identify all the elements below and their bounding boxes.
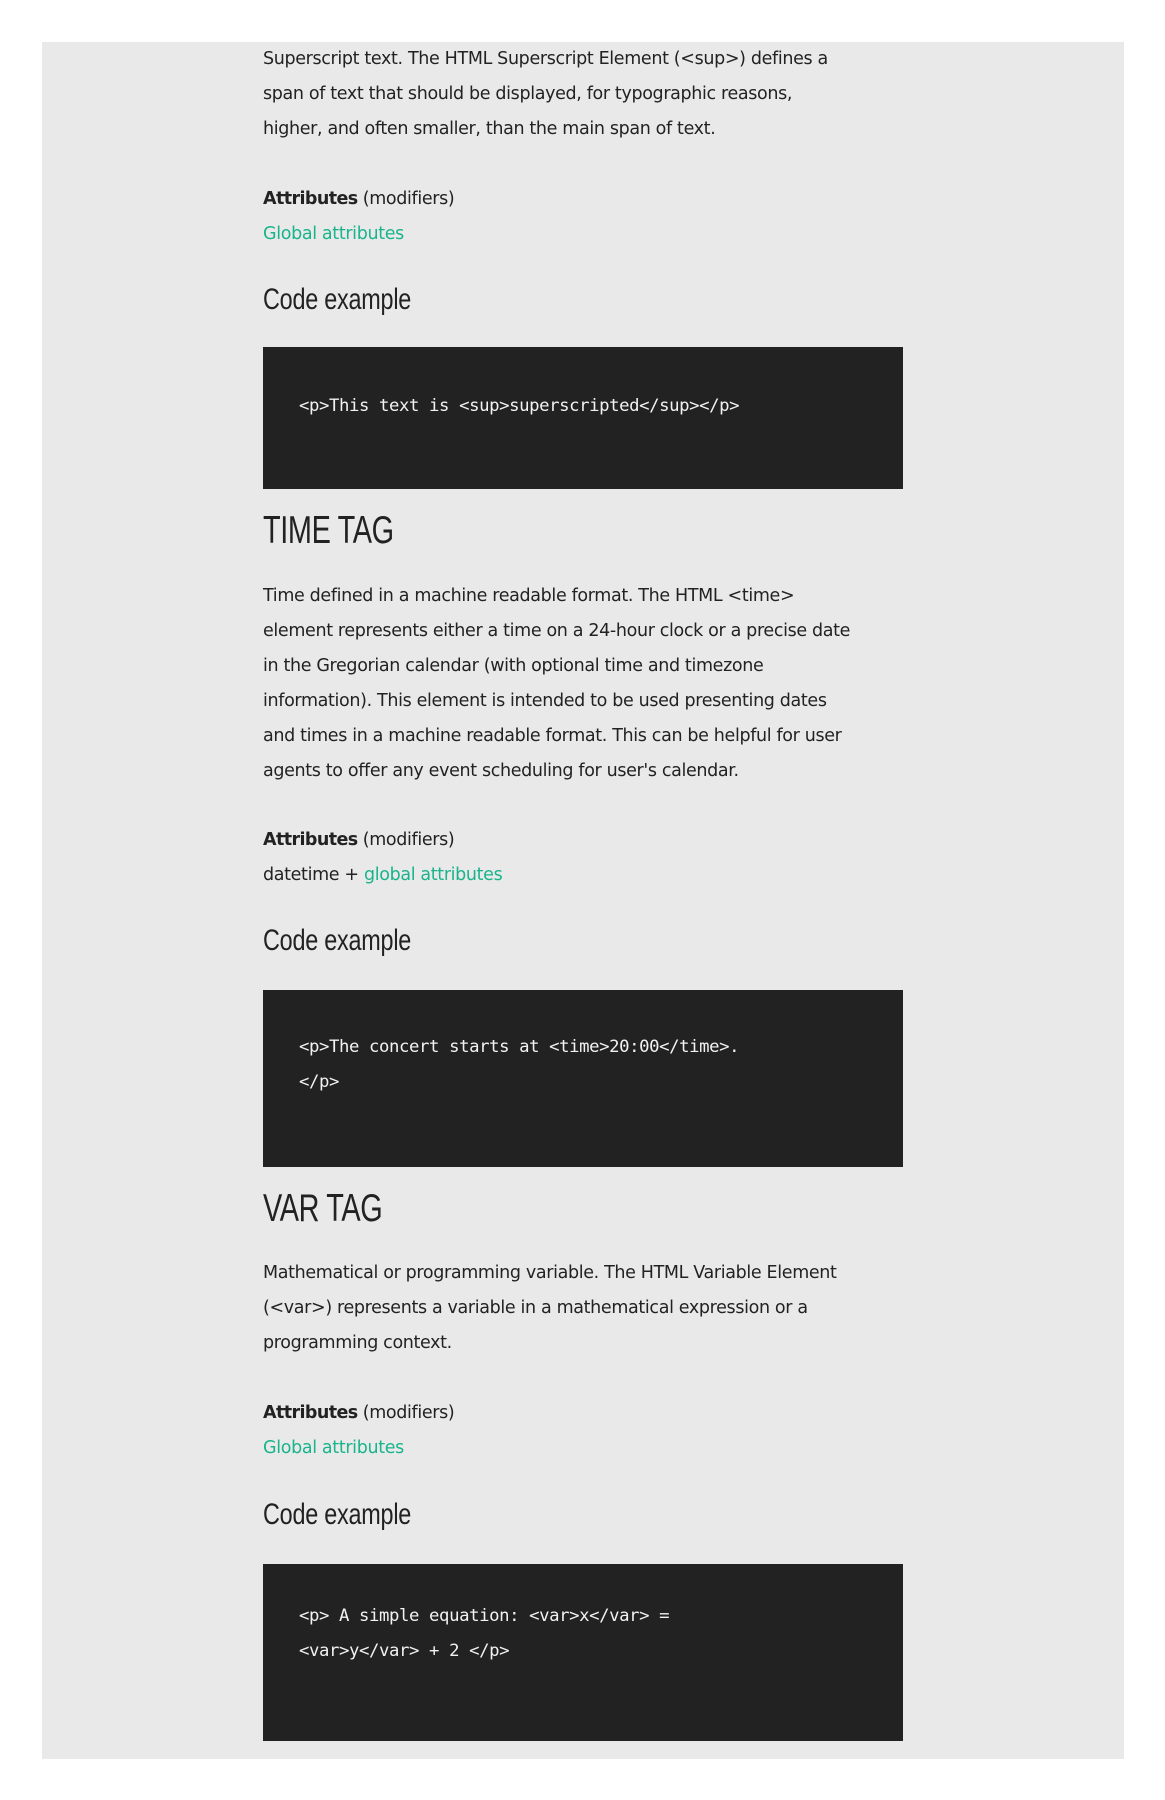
attributes-label: Attributes bbox=[263, 830, 358, 850]
sup-description-line: Superscript text. The HTML Superscript Element (<sup>) defines a bbox=[263, 49, 828, 69]
global-attributes-link[interactable]: global attributes bbox=[363, 865, 503, 885]
time-description-line: Time defined in a machine readable format. The HTML <time> bbox=[263, 586, 795, 606]
global-attributes-link[interactable]: Global attributes bbox=[263, 224, 404, 244]
time-description-line: element represents either a time on a 24-hour clock or a precise date bbox=[263, 621, 851, 641]
datetime-attribute: datetime + bbox=[263, 865, 364, 885]
code-line: <p>The concert starts at <time>20:00</time>. bbox=[299, 1037, 740, 1057]
var-title-wrap bbox=[263, 1187, 903, 1231]
var-attributes-value bbox=[263, 1431, 903, 1466]
var-description-line: programming context. bbox=[263, 1333, 452, 1353]
var-attributes-label bbox=[263, 1396, 903, 1431]
sup-attributes-label bbox=[263, 182, 903, 217]
code-line: <var>y</var> + 2 </p> bbox=[299, 1641, 510, 1661]
var-code-block bbox=[263, 1564, 903, 1741]
time-description-line: information). This element is intended to be used presenting dates bbox=[263, 691, 827, 711]
attributes-suffix: (modifiers) bbox=[357, 830, 455, 850]
attributes-label: Attributes bbox=[263, 1403, 358, 1423]
time-description-line: in the Gregorian calendar (with optional time and timezone bbox=[263, 656, 764, 676]
var-description-line: Mathematical or programming variable. The HTML Variable Element bbox=[263, 1263, 837, 1283]
code-example-heading: Code example bbox=[263, 924, 412, 957]
sup-description bbox=[263, 42, 903, 147]
time-tag-title: TIME TAG bbox=[263, 509, 394, 552]
var-description-line: (<var>) represents a variable in a mathematical expression or a bbox=[263, 1298, 808, 1318]
attributes-label: Attributes bbox=[263, 189, 358, 209]
time-code-heading-wrap bbox=[263, 923, 903, 959]
time-code-block bbox=[263, 990, 903, 1167]
sup-description-line: span of text that should be displayed, for typographic reasons, bbox=[263, 84, 793, 104]
code-example-heading: Code example bbox=[263, 1498, 412, 1531]
code-line: <p>This text is <sup>superscripted</sup></p> bbox=[299, 396, 740, 416]
sup-attributes-value bbox=[263, 217, 903, 252]
time-title-wrap bbox=[263, 509, 903, 553]
attributes-suffix: (modifiers) bbox=[357, 189, 455, 209]
sup-description-line: higher, and often smaller, than the main span of text. bbox=[263, 119, 716, 139]
var-tag-title: VAR TAG bbox=[263, 1187, 383, 1230]
time-description-line: agents to offer any event scheduling for user's calendar. bbox=[263, 761, 739, 781]
global-attributes-link[interactable]: Global attributes bbox=[263, 1438, 404, 1458]
var-code-heading-wrap bbox=[263, 1497, 903, 1533]
attributes-suffix: (modifiers) bbox=[357, 1403, 455, 1423]
code-example-heading: Code example bbox=[263, 283, 412, 316]
var-description bbox=[263, 1256, 903, 1361]
sup-code-block bbox=[263, 347, 903, 489]
time-description bbox=[263, 579, 903, 789]
sup-code-heading-wrap bbox=[263, 282, 903, 318]
time-attributes-label bbox=[263, 823, 903, 858]
time-attributes-value bbox=[263, 858, 903, 893]
code-line: </p> bbox=[299, 1072, 340, 1092]
code-line: <p> A simple equation: <var>x</var> = bbox=[299, 1606, 670, 1626]
time-description-line: and times in a machine readable format. This can be helpful for user bbox=[263, 726, 842, 746]
